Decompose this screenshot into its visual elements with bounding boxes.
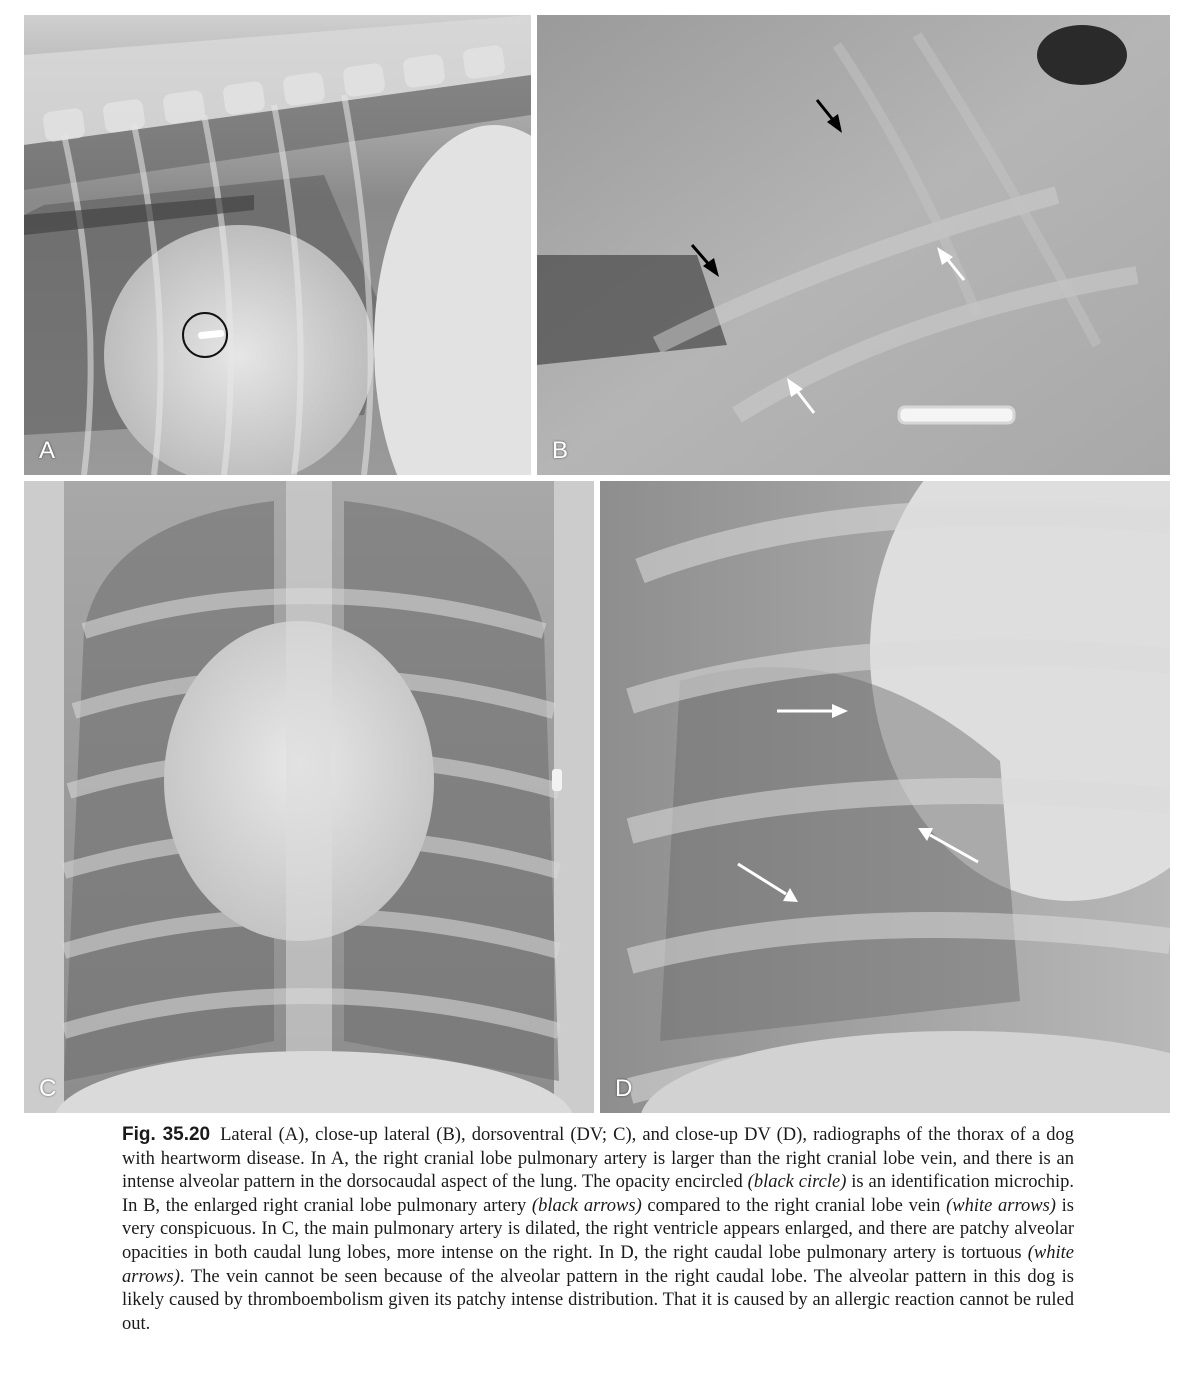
radiograph-closeup-lateral-image bbox=[537, 15, 1170, 475]
panel-label-b: B bbox=[552, 437, 569, 464]
caption-segment: compared to the right cranial lobe vein bbox=[641, 1195, 947, 1216]
caption-segment-italic: (white arrows) bbox=[946, 1195, 1056, 1216]
radiograph-lateral-image bbox=[24, 15, 531, 475]
caption-segment-italic: (black arrows) bbox=[531, 1195, 642, 1216]
figure-caption bbox=[122, 1123, 1074, 1336]
caption-segment: Lateral (A), close-up lateral (B), dorsoventral (DV; C), and close-up DV (D), radiographs of the thorax of a dog with heartworm disease. In A, the right cranial lobe pulmonary artery is larger than the right cranial lobe vein, and there is an intense alveolar pattern in the dorsocaudal aspect of the lung. The opacity encircled bbox=[122, 1125, 1074, 1193]
radiograph-panel-c bbox=[24, 481, 594, 1113]
caption-segment-italic: (white arrows) bbox=[122, 1242, 1074, 1287]
panel-label-c: C bbox=[39, 1075, 57, 1102]
figure-number: Fig. 35.20 bbox=[122, 1124, 211, 1145]
panel-label-a: A bbox=[39, 437, 56, 464]
radiograph-panel-b bbox=[537, 15, 1170, 475]
caption-segment: . The vein cannot be seen because of the alveolar pattern in the right caudal lobe. The alveolar pattern in this dog is likely caused by thromboembolism given its patchy intense distribution. That it is caused by an allergic reaction cannot be ruled out. bbox=[122, 1266, 1074, 1334]
radiograph-dorsoventral-image bbox=[24, 481, 594, 1113]
radiograph-panel-a bbox=[24, 15, 531, 475]
radiograph-closeup-dorsoventral-image bbox=[600, 481, 1170, 1113]
caption-segment-italic: (black circle) bbox=[747, 1172, 847, 1193]
caption-segment: is an identification microchip. In B, the enlarged right cranial lobe pulmonary artery bbox=[122, 1172, 1074, 1216]
radiograph-panel-d bbox=[600, 481, 1170, 1113]
panel-label-d: D bbox=[615, 1075, 633, 1102]
caption-segment: is very conspicuous. In C, the main pulmonary artery is dilated, the right ventricle appears enlarged, and there are patchy alveolar opacities in both caudal lung lobes, more intense on the right. In D, the right caudal lobe pulmonary artery is tortuous bbox=[122, 1195, 1074, 1263]
